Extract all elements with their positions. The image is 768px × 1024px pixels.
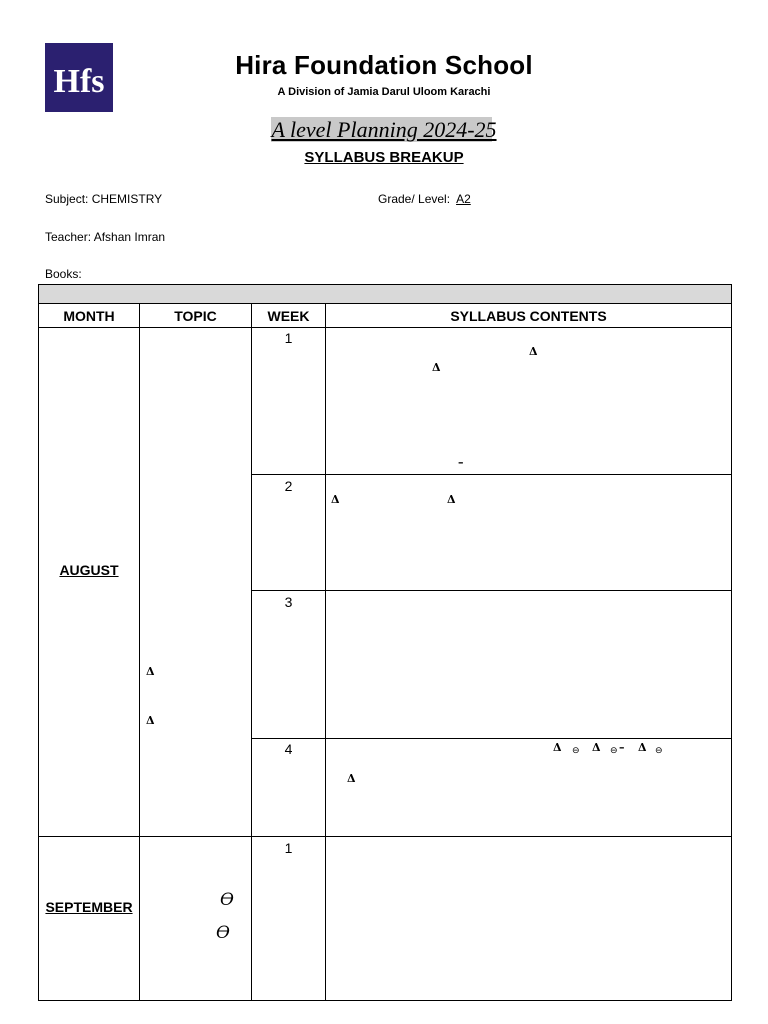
week-number: 3 <box>284 594 293 610</box>
row-divider <box>39 836 731 837</box>
col-divider <box>325 304 326 1000</box>
plan-title-text: A level Planning 2024-25 <box>271 117 497 142</box>
grade-label: Grade/ Level: <box>378 192 451 206</box>
delta-symbol: Δ <box>638 741 647 754</box>
header-week: WEEK <box>267 308 310 324</box>
theta-symbol: ϴ <box>220 890 234 910</box>
delta-symbol: Δ <box>529 345 538 358</box>
logo-text: Hfs <box>53 63 105 100</box>
grade-field <box>378 192 471 206</box>
delta-symbol: Δ <box>146 665 155 678</box>
header-month: MONTH <box>63 308 115 324</box>
books-label: Books: <box>45 267 82 281</box>
school-subtitle: A Division of Jamia Darul Uloom Karachi <box>277 86 491 98</box>
row-divider <box>251 738 731 739</box>
grade-value: A2 <box>456 192 471 206</box>
month-september: SEPTEMBER <box>45 899 133 915</box>
week-number: 1 <box>284 330 293 346</box>
syllabus-table <box>38 303 732 1001</box>
delta-symbol: Δ <box>146 714 155 727</box>
minus-circle-symbol: ⊖ <box>610 745 618 755</box>
syllabus-title <box>0 149 768 166</box>
delta-symbol: Δ <box>331 493 340 506</box>
week-number: 4 <box>284 741 293 757</box>
teacher-label: Teacher: Afshan Imran <box>45 230 166 244</box>
dash-symbol: – <box>458 456 464 469</box>
col-divider <box>251 304 252 1000</box>
syllabus-title-text: SYLLABUS BREAKUP <box>304 149 464 166</box>
table-top-bar <box>38 284 732 304</box>
delta-symbol: Δ <box>347 772 356 785</box>
header-topic: TOPIC <box>174 308 217 324</box>
minus-circle-symbol: ⊖ <box>572 745 580 755</box>
delta-symbol: Δ <box>553 741 562 754</box>
col-divider <box>139 304 140 1000</box>
header-syllabus-contents: SYLLABUS CONTENTS <box>450 308 607 324</box>
week-number: 1 <box>284 840 293 856</box>
dash-symbol: – <box>619 741 625 754</box>
school-name: Hira Foundation School <box>235 50 533 80</box>
subject-label: Subject: CHEMISTRY <box>45 192 163 206</box>
delta-symbol: Δ <box>447 493 456 506</box>
theta-symbol: ϴ <box>216 923 230 943</box>
plan-title <box>0 117 768 143</box>
month-august: AUGUST <box>59 562 119 578</box>
week-number: 2 <box>284 478 293 494</box>
minus-circle-symbol: ⊖ <box>655 745 663 755</box>
row-divider <box>251 590 731 591</box>
delta-symbol: Δ <box>592 741 601 754</box>
delta-symbol: Δ <box>432 361 441 374</box>
row-divider <box>251 474 731 475</box>
